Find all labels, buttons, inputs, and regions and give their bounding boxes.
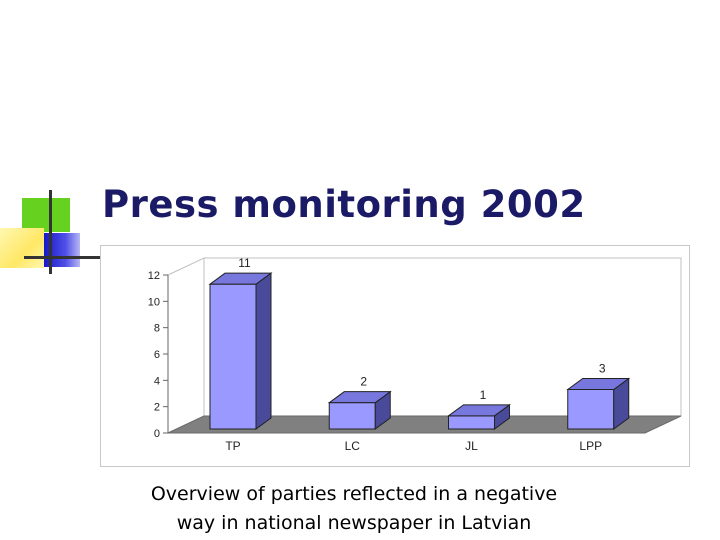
bar (449, 416, 495, 429)
decor-green-square (22, 198, 70, 232)
bar (568, 390, 614, 430)
x-tick-label: LPP (579, 439, 603, 453)
y-tick-label: 12 (147, 270, 160, 282)
bar-side (256, 273, 271, 429)
decor-vertical-line (49, 190, 52, 274)
x-tick-label: LC (344, 439, 360, 453)
data-label: 3 (598, 361, 606, 376)
x-tick-label: JL (465, 439, 478, 453)
bar-chart (101, 246, 689, 466)
decor-horizontal-line (24, 256, 100, 259)
y-tick-label: 4 (153, 375, 160, 388)
bars (210, 273, 629, 429)
side-wall (168, 258, 204, 433)
y-axis (148, 270, 168, 440)
slide-caption (100, 480, 608, 538)
caption-line-1: Overview of parties reflected in a negative (150, 483, 558, 505)
y-tick-label: 10 (147, 296, 160, 309)
slide-title: Press monitoring 2002 (102, 183, 586, 226)
bar (210, 284, 256, 429)
chart-frame (100, 245, 690, 467)
decor-yellow-square (0, 228, 44, 268)
data-label: 11 (238, 256, 251, 271)
y-tick-label: 2 (153, 401, 160, 414)
data-label: 1 (479, 387, 487, 402)
y-tick-label: 8 (153, 322, 160, 335)
data-label: 2 (360, 374, 368, 389)
y-tick-label: 6 (153, 349, 160, 361)
x-tick-label: TP (225, 439, 241, 453)
y-tick-label: 0 (153, 428, 160, 440)
caption-line-2: way in national newspaper in Latvian (176, 512, 532, 534)
bar (329, 403, 375, 429)
